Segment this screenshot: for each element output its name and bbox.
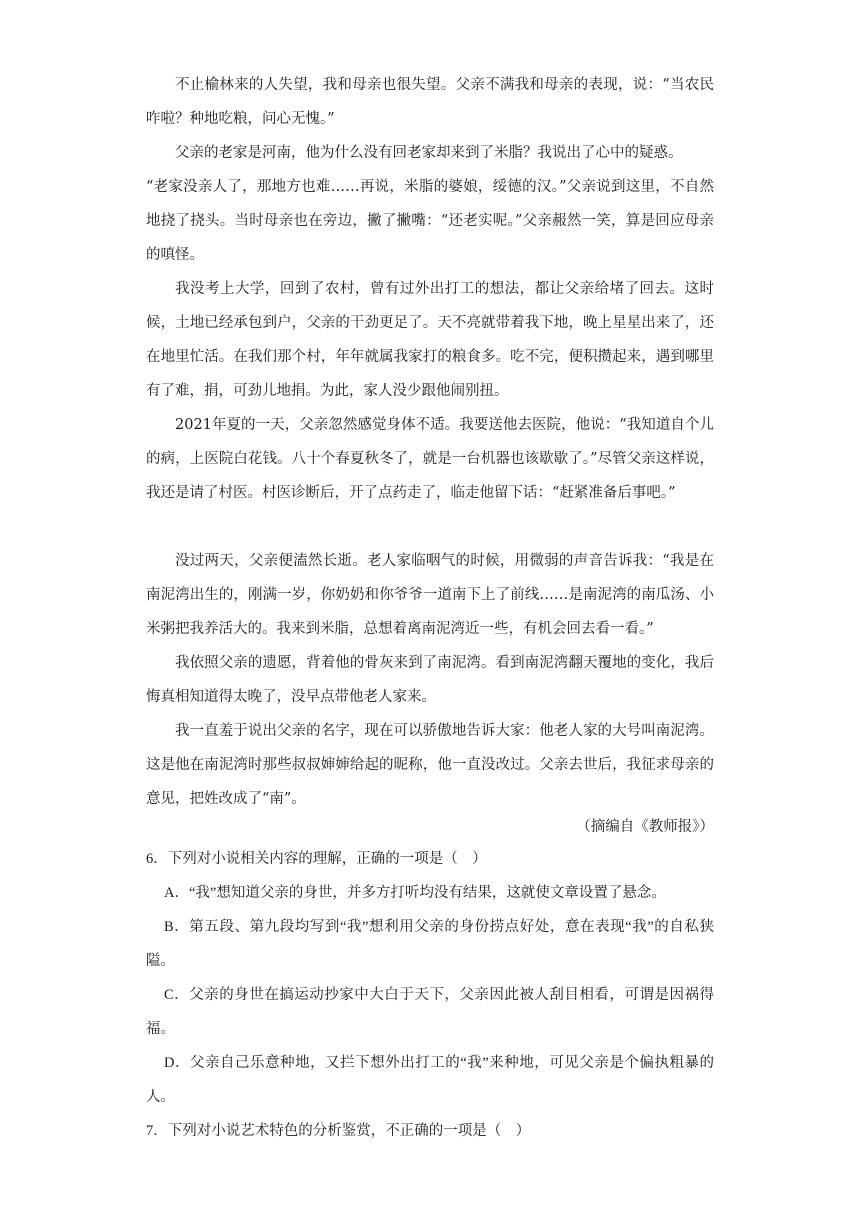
question-6-option-b: B．第五段、第九段均写到“我”想利用父亲的身份捞点好处，意在表现“我”的自私狭隘。 [146,919,714,969]
question-7-stem: 7．下列对小说艺术特色的分析鉴赏，不正确的一项是（ ） [146,1123,531,1139]
passage-paragraph-8: 我一直羞于说出父亲的名字，现在可以骄傲地告诉大家：他老人家的大号叫南泥湾。这是他在南泥湾时那些叔叔婶婶给起的昵称，他一直没改过。父亲去世后，我征求母亲的意见，把姓改成了“南”。 [146,723,714,807]
question-6-option-d: D．父亲自己乐意种地，又拦下想外出打工的“我”来种地，可见父亲是个偏执粗暴的人。 [146,1055,714,1105]
question-6-stem: 6．下列对小说相关内容的理解，正确的一项是（ ） [146,851,487,867]
passage-paragraph-3: “老家没亲人了，那地方也难……再说，米脂的婆娘，绥德的汉。”父亲说到这里，不自然地挠了挠头。当时母亲也在旁边，撇了撇嘴：“还老实呢。”父亲赧然一笑，算是回应母亲的嗔怪。 [146,179,714,263]
passage-paragraph-2: 父亲的老家是河南，他为什么没有回老家却来到了米脂？我说出了心中的疑惑。 [175,145,683,161]
passage-paragraph-6: 没过两天，父亲便溘然长逝。老人家临咽气的时候，用微弱的声音告诉我：“我是在南泥湾出生的，刚满一岁，你奶奶和你爷爷一道南下上了前线……是南泥湾的南瓜汤、小米粥把我养活大的。我来到米脂，总想着离南泥湾近一些，有机会回去看一看。” [146,553,714,637]
passage-paragraph-5: 2021年夏的一天，父亲忽然感觉身体不适。我要送他去医院，他说：“我知道自个儿的病，上医院白花钱。八十个春夏秋冬了，就是一台机器也该歇歇了。”尽管父亲这样说，我还是请了村医。村医诊断后，开了点药走了，临走他留下话：“赶紧准备后事吧。” [146,417,714,501]
passage-source: （摘编自《教师报》） [576,819,714,835]
question-6-option-c: C．父亲的身世在搞运动抄家中大白于天下，父亲因此被人刮目相看，可谓是因祸得福。 [146,987,714,1037]
passage-paragraph-4: 我没考上大学，回到了农村，曾有过外出打工的想法，都让父亲给堵了回去。这时候，土地已经承包到户，父亲的干劲更足了。天不亮就带着我下地，晚上星星出来了，还在地里忙活。在我们那个村，年年就属我家打的粮食多。吃不完，便积攒起来，遇到哪里有了难，捐，可劲儿地捐。为此，家人没少跟他闹别扭。 [146,281,714,399]
passage-paragraph-1: 不止榆林来的人失望，我和母亲也很失望。父亲不满我和母亲的表现，说：“当农民咋啦？种地吃粮，问心无愧。” [146,77,714,127]
passage-paragraph-7: 我依照父亲的遗愿，背着他的骨灰来到了南泥湾。看到南泥湾翻天覆地的变化，我后悔真相知道得太晚了，没早点带他老人家来。 [146,655,714,705]
question-6-option-a: A．“我”想知道父亲的身世，并多方打听均没有结果，这就使文章设置了悬念。 [164,885,666,901]
